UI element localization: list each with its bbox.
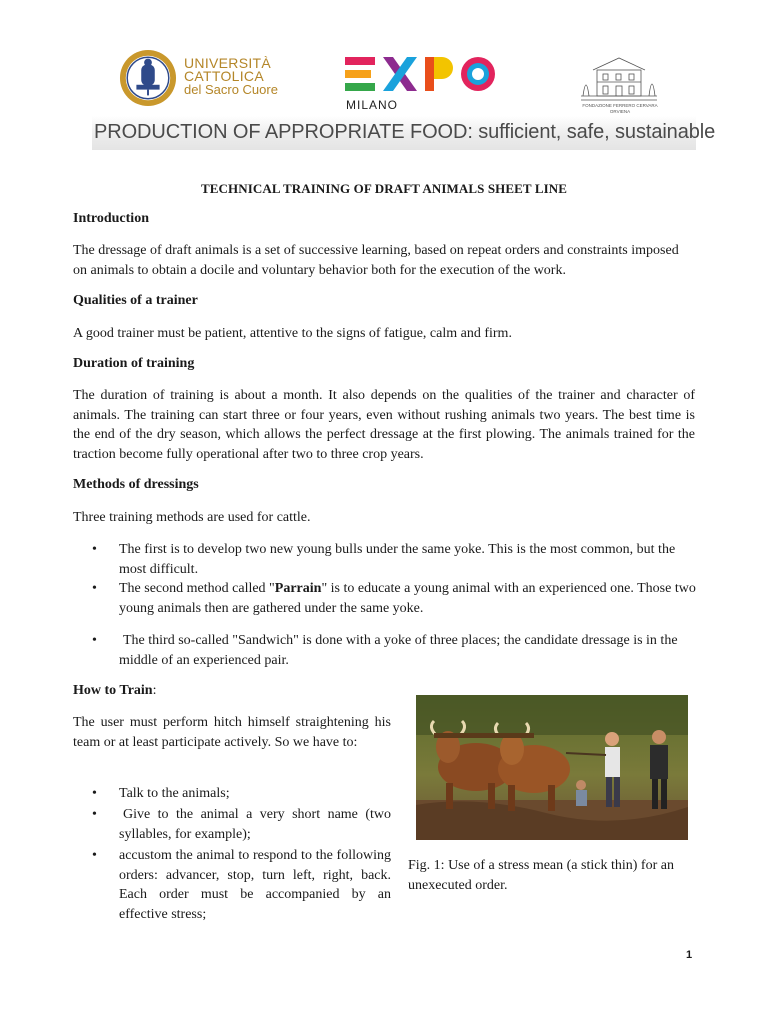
list-item-text: accustom the animal to respond to the following orders: advancer, stop, turn left, right, back. Each order must be accompanied by an effective stress;	[119, 848, 391, 922]
text-run: The second method called "	[119, 581, 275, 596]
expo-logo	[345, 55, 497, 93]
bullet-marker: •	[92, 581, 97, 596]
university-name	[184, 57, 278, 96]
page-number: 1	[686, 949, 693, 961]
list-item-text: The first is to develop two new young bulls under the same yoke. This is the most common, but the most difficult.	[119, 542, 676, 577]
list-item	[92, 784, 391, 804]
bullet-marker: •	[92, 786, 97, 801]
bullet-marker: •	[92, 848, 97, 863]
list-item	[92, 631, 696, 670]
how-to-train-intro: The user must perform hitch himself straightening his team or at least participate actively. So we have to:	[73, 715, 391, 750]
heading-how-to-train	[73, 683, 157, 699]
list-item-text: Talk to the animals;	[119, 786, 230, 801]
university-name-line3: del Sacro Cuore	[184, 82, 278, 97]
bold-term: Parrain	[274, 581, 322, 596]
methods-intro: Three training methods are used for cattle.	[73, 510, 311, 525]
heading-methods: Methods of dressings	[73, 477, 199, 492]
foundation-caption: FONDAZIONE FERRERO CERVARA ORVIENA	[582, 103, 658, 114]
heading-how-to-train-label: How to Train	[73, 683, 153, 698]
list-item-text: Give to the animal a very short name (two syllables, for example);	[119, 807, 391, 842]
banner-slogan: PRODUCTION OF APPROPRIATE FOOD: sufficient, safe, sustainable	[94, 121, 716, 143]
bullet-marker: •	[92, 542, 97, 557]
foundation-building-drawing	[579, 52, 659, 104]
list-item	[92, 846, 391, 924]
oxen-plowing-photo	[416, 695, 688, 840]
heading-introduction: Introduction	[73, 211, 149, 226]
heading-duration: Duration of training	[73, 356, 195, 371]
qualities-paragraph: A good trainer must be patient, attentive to the signs of fatigue, calm and firm.	[73, 326, 512, 341]
text-run: " is to educate a young animal with an experienced one. Those two young animals then are gathered under the same yoke.	[119, 581, 696, 616]
heading-qualities: Qualities of a trainer	[73, 293, 198, 308]
list-item	[92, 805, 391, 844]
expo-city-label: MILANO	[346, 98, 399, 112]
university-name-line1: UNIVERSITÀ	[184, 55, 272, 71]
heading-colon: :	[152, 683, 157, 698]
university-name-line2: CATTOLICA	[184, 68, 264, 84]
document-title: TECHNICAL TRAINING OF DRAFT ANIMALS SHEET LINE	[200, 181, 568, 196]
university-seal-logo	[119, 49, 177, 107]
introduction-paragraph: The dressage of draft animals is a set of successive learning, based on repeat orders and constraints imposed on animals to obtain a docile and voluntary behavior both for the execution of the work.	[73, 243, 679, 278]
figure-caption: Fig. 1: Use of a stress mean (a stick thin) for an unexecuted order.	[408, 858, 674, 893]
header-banner	[92, 44, 716, 150]
list-item-text	[119, 579, 696, 618]
bullet-marker: •	[92, 633, 97, 648]
list-item	[92, 540, 696, 579]
list-item	[92, 579, 696, 618]
list-item-text: The third so-called "Sandwich" is done with a yoke of three places; the candidate dressage is in the middle of an experienced pair.	[119, 633, 678, 668]
duration-paragraph: The duration of training is about a month. It also depends on the qualities of the trainer and character of animals. The training can start three or four years, even without rushing animals two years. The best time is the end of the dry season, which allows the perfect dressage at the first plowing. The animals trained for the traction become fully operational after two to three crop years.	[73, 388, 695, 462]
bullet-marker: •	[92, 807, 97, 822]
